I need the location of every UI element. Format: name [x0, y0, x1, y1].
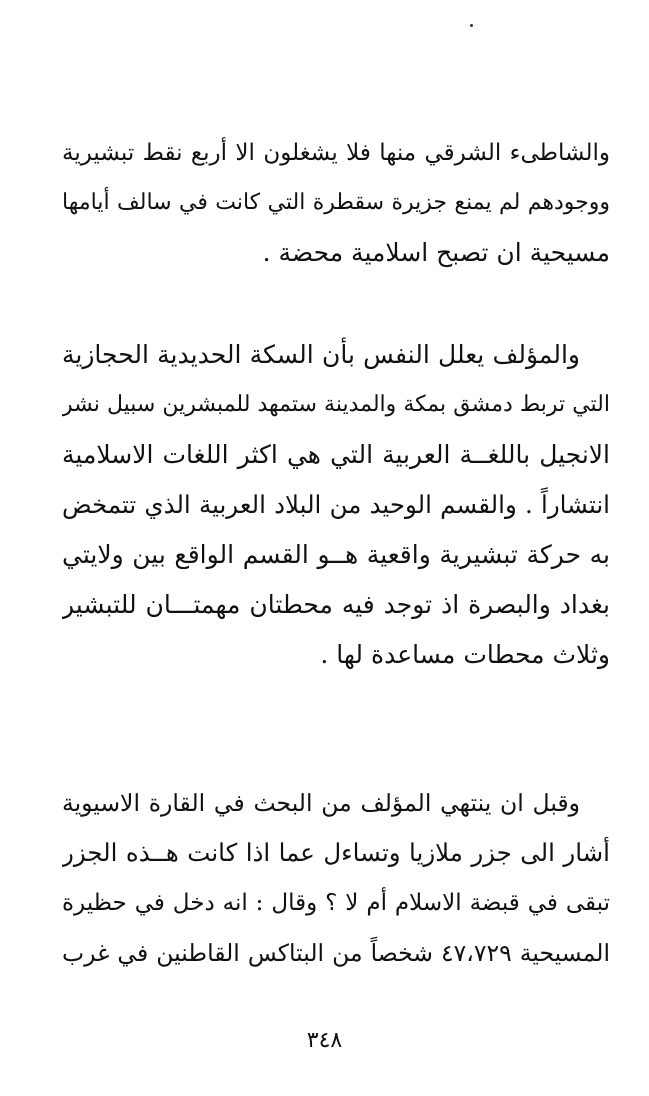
paragraph-3 [62, 778, 610, 978]
text-line: والمؤلف يعلل النفس بأن السكة الحديدية الحجازية [62, 340, 580, 369]
text-line: انتشاراً . والقسم الوحيد من البلاد العربية الذي تتمخض [62, 490, 610, 519]
text-line: الانجيل باللغــة العربية التي هي اكثر اللغات الاسلامية [62, 440, 610, 469]
paragraph-2 [62, 330, 610, 680]
text-line: بغداد والبصرة اذ توجد فيه محطتان مهمتـــان للتبشير [62, 590, 610, 619]
page-number: ٣٤٨ [306, 1028, 343, 1053]
print-speck [470, 24, 473, 27]
text-line: المسيحية ٤٧،٧٢٩ شخصاً من البتاكس القاطنين في غرب [62, 939, 610, 967]
text-line: ووجودهم لم يمنع جزيرة سقطرة التي كانت في سالف أيامها [62, 190, 610, 215]
text-line: أشار الى جزر ملازيا وتساءل عما اذا كانت هــذه الجزر [62, 838, 610, 867]
text-line: تبقى في قبضة الاسلام أم لا ؟ وقال : انه دخل في حظيرة [62, 890, 610, 916]
text-line: مسيحية ان تصبح اسلامية محضة . [262, 238, 610, 267]
text-line: التي تربط دمشق بمكة والمدينة ستمهد للمبشرين سبيل نشر [62, 392, 610, 417]
text-line: به حركة تبشيرية واقعية هــو القسم الواقع بين ولايتي [62, 540, 610, 569]
text-line: وقبل ان ينتهي المؤلف من البحث في القارة الاسيوية [62, 789, 580, 817]
text-line: وثلاث محطات مساعدة لها . [320, 640, 610, 669]
text-line: والشاطىء الشرقي منها فلا يشغلون الا أربع نقط تبشيرية [62, 140, 610, 166]
paragraph-1 [62, 128, 610, 278]
